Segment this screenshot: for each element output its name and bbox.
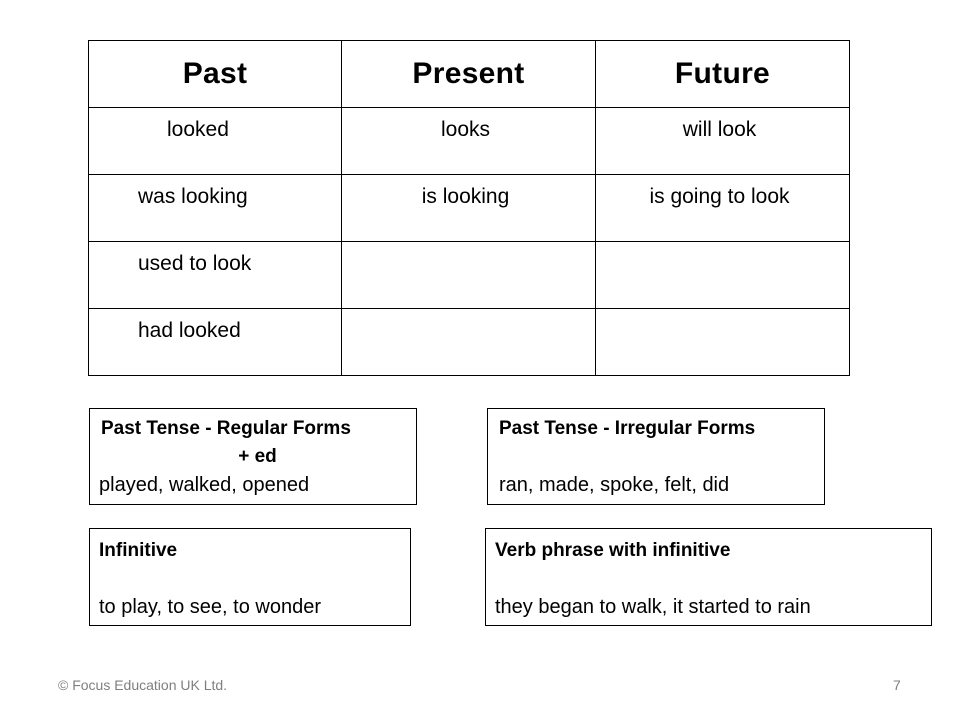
cell-past-text: was looking [138, 185, 248, 208]
box-spacer [495, 565, 931, 593]
box-spacer [499, 443, 824, 471]
box-title: Past Tense - Regular Forms [101, 418, 351, 439]
past-irregular-forms-box [487, 408, 825, 505]
cell-present-text: is looking [421, 185, 510, 208]
cell-future-text [596, 242, 849, 252]
table-cell [89, 242, 342, 309]
cell-past-text: had looked [138, 319, 241, 342]
table-cell [596, 108, 850, 175]
cell-present-text [342, 309, 595, 319]
box-spacer [99, 565, 410, 593]
table-cell [342, 309, 596, 376]
box-examples: played, walked, opened [99, 474, 310, 496]
cell-future-text [596, 309, 849, 319]
box-title: Past Tense - Irregular Forms [499, 418, 756, 439]
infinitive-box [89, 528, 411, 626]
box-examples: they began to walk, it started to rain [495, 596, 811, 618]
table-cell [89, 108, 342, 175]
tense-table [88, 40, 850, 376]
cell-present-text: looks [440, 118, 491, 141]
table-row [89, 309, 850, 376]
box-title: Infinitive [99, 540, 178, 561]
box-examples: to play, to see, to wonder [99, 596, 321, 618]
table-cell [342, 242, 596, 309]
table-cell [89, 175, 342, 242]
table-cell [596, 309, 850, 376]
box-title: Verb phrase with infinitive [495, 540, 731, 561]
cell-past-text: looked [167, 118, 229, 141]
cell-future-text: will look [682, 118, 757, 141]
table-cell [342, 108, 596, 175]
header-present: Present [342, 41, 596, 108]
table-cell [596, 242, 850, 309]
table-cell [596, 175, 850, 242]
header-future: Future [596, 41, 850, 108]
past-regular-forms-box [89, 408, 417, 505]
verb-phrase-infinitive-box [485, 528, 932, 626]
footer-copyright: © Focus Education UK Ltd. [58, 677, 228, 693]
cell-present-text [342, 242, 595, 252]
box-subtitle: + ed [238, 446, 277, 467]
table-row [89, 175, 850, 242]
table-row [89, 242, 850, 309]
cell-past-text: used to look [138, 252, 252, 275]
table-cell [342, 175, 596, 242]
table-cell [89, 309, 342, 376]
table-row [89, 108, 850, 175]
page-number: 7 [893, 677, 901, 693]
cell-future-text: is going to look [649, 185, 790, 208]
box-examples: ran, made, spoke, felt, did [499, 474, 730, 496]
table-header-row [89, 41, 850, 108]
header-past: Past [89, 41, 342, 108]
